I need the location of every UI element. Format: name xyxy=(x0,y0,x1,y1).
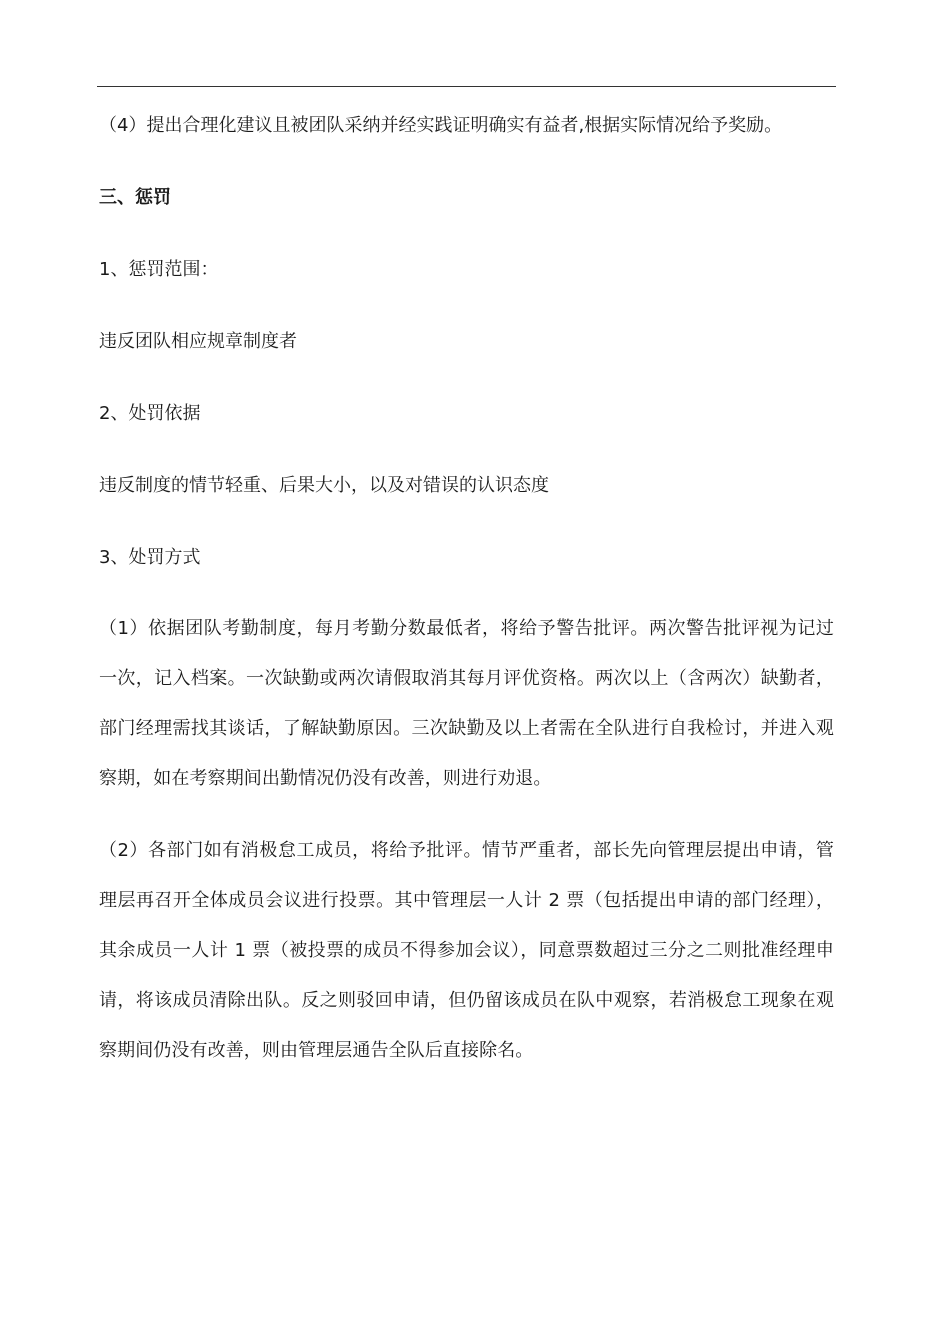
punishment-scope-title: 1、惩罚范围： xyxy=(99,259,219,280)
punishment-basis-title: 2、处罚依据 xyxy=(99,403,201,424)
header-rule xyxy=(97,86,836,87)
punishment-method-paragraph-1: （1）依据团队考勤制度，每月考勤分数最低者，将给予警告批评。两次警告批评视为记过一次，记入档案。一次缺勤或两次请假取消其每月评优资格。两次以上（含两次）缺勤者，部门经理需找其谈话，了解缺勤原因。三次缺勤及以上者需在全队进行自我检讨，并进入观察期，如在考察期间出勤情况仍没有改善，则进行劝退。 xyxy=(99,618,834,789)
punishment-scope-text: 违反团队相应规章制度者 xyxy=(99,331,297,352)
punishment-method-paragraph-2: （2）各部门如有消极怠工成员，将给予批评。情节严重者，部长先向管理层提出申请，管理层再召开全体成员会议进行投票。其中管理层一人计 2 票（包括提出申请的部门经理），其余成员一人计 1 票（被投票的成员不得参加会议），同意票数超过三分之二则批准经理申请，将该成员清除出队。反之则驳回申请，但仍留该成员在队中观察，若消极怠工现象在观察期间仍没有改善，则由管理层通告全队后直接除名。 xyxy=(99,840,834,1061)
reward-item-4: （4）提出合理化建议且被团队采纳并经实践证明确实有益者,根据实际情况给予奖励。 xyxy=(99,115,783,136)
punishment-method-title: 3、处罚方式 xyxy=(99,547,201,568)
section-heading-punishment: 三、惩罚 xyxy=(99,187,171,208)
punishment-basis-text: 违反制度的情节轻重、后果大小，以及对错误的认识态度 xyxy=(99,475,549,496)
document-body xyxy=(99,110,834,1076)
